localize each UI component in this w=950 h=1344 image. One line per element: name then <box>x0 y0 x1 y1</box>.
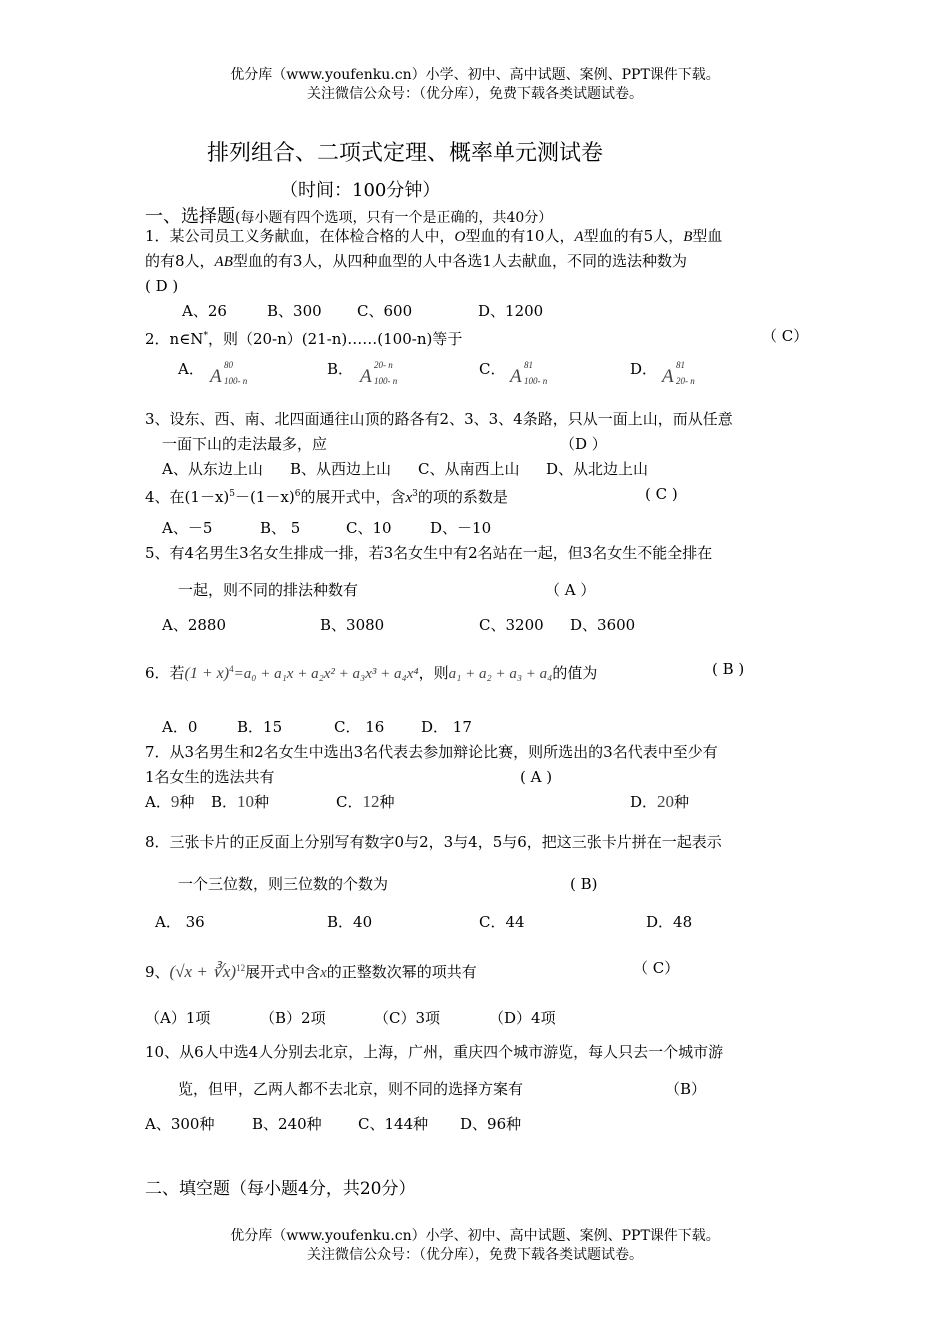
q9-option-a: （A）1项 <box>145 1009 211 1027</box>
q2-label-b: B． <box>327 360 354 378</box>
q1-line-2: 的有8人，AB型血的有3人，从四种血型的人中各选1人去献血，不同的选法种数为 <box>145 252 687 270</box>
q10-line-2: 览，但甲，乙两人都不去北京，则不同的选择方案有 <box>178 1080 524 1098</box>
q1-option-d: D、1200 <box>478 302 544 320</box>
q8-option-d: D．48 <box>646 913 693 931</box>
q3-line-1: 3、设东、西、南、北四面通往山顶的路各有2、3、3、4条路，只从一面上山，而从任意 <box>145 410 733 428</box>
q6-stem: 6．若$(1 + x)^4=a_0 + a_1x + a_2x^2 + a_3x^3 + a_4x^4$，则a₁ + a₂ + a₃ + a₄的值为 <box>145 664 598 682</box>
q10-answer: （B） <box>665 1080 707 1098</box>
q2-option-b: A 20- n 100- n <box>360 360 398 387</box>
q10-option-a: A、300种 <box>145 1115 215 1133</box>
q7-option-b: B．10种 <box>211 792 270 811</box>
q9-option-b: （B）2项 <box>260 1009 326 1027</box>
q2-label-c: C． <box>479 360 506 378</box>
section-2-heading: 二、填空题（每小题4分，共20分） <box>145 1179 416 1199</box>
q9-stem: 9、(√x + ∛x)$^{12}$展开式中含x的正整数次幂的项共有 <box>145 962 477 981</box>
q1-option-c: C、600 <box>357 302 413 320</box>
q3-line-2: 一面下山的走法最多，应 <box>162 435 328 453</box>
q3-answer: （D ） <box>560 435 607 453</box>
q2-label-a: A． <box>178 360 204 378</box>
q6-answer: ( B ) <box>712 660 745 678</box>
q4-option-b: B、 5 <box>260 519 301 537</box>
q1-option-b: B、300 <box>267 302 322 320</box>
q4-option-a: A、－5 <box>162 519 213 537</box>
q4-option-c: C、10 <box>346 519 392 537</box>
q7-line-1: 7．从3名男生和2名女生中选出3名代表去参加辩论比赛，则所选出的3名代表中至少有 <box>145 743 718 761</box>
q2-label-d: D． <box>630 360 658 378</box>
q9-option-d: （D）4项 <box>489 1009 556 1027</box>
q5-option-a: A、2880 <box>162 616 227 634</box>
q1-answer: ( D ) <box>145 277 179 295</box>
q1-option-a: A、26 <box>182 302 227 320</box>
q8-line-2: 一个三位数，则三位数的个数为 <box>178 875 389 893</box>
q3-option-b: B、从西边上山 <box>290 460 392 478</box>
header-line-1: 优分库（www.youfenku.cn）小学、初中、高中试题、案例、PPT课件下载。 <box>230 67 720 83</box>
q7-answer: ( A ) <box>520 768 553 786</box>
q4-stem: 4、在$(1-x)^5-(1-x)^6$的展开式中，含$x^3$的项的系数是 <box>145 488 508 506</box>
q9-answer: （ C） <box>633 959 680 977</box>
q7-option-d: D．20种 <box>630 792 690 811</box>
q5-answer: （ A ） <box>545 581 596 599</box>
q6-option-a: A．0 <box>162 718 198 736</box>
q6-option-c: C． 16 <box>334 718 385 736</box>
q6-option-d: D． 17 <box>421 718 472 736</box>
q2-option-a: A 80 100- n <box>210 360 248 387</box>
q7-option-a: A．9种 <box>145 792 195 811</box>
q2-option-d: A 81 20- n <box>662 360 695 387</box>
header-line-2: 关注微信公众号：（优分库），免费下载各类试题试卷。 <box>307 86 643 102</box>
q4-answer: ( C ) <box>645 485 678 503</box>
section-1-heading <box>145 202 552 228</box>
time-limit: （时间：100分钟） <box>280 180 441 201</box>
q9-option-c: （C）3项 <box>374 1009 441 1027</box>
q7-line-2: 1名女生的选法共有 <box>145 768 275 786</box>
q8-option-b: B．40 <box>327 913 373 931</box>
q8-answer: ( B) <box>570 875 598 893</box>
q5-option-b: B、3080 <box>320 616 385 634</box>
q5-option-d: D、3600 <box>570 616 636 634</box>
q3-option-d: D、从北边上山 <box>546 460 649 478</box>
q8-option-c: C．44 <box>479 913 525 931</box>
q2-stem: 2．n∈N*，则（20-n）(21-n)……(100-n)等于 <box>145 330 463 348</box>
q8-line-1: 8．三张卡片的正反面上分别写有数字0与2，3与4，5与6，把这三张卡片拼在一起表示 <box>145 833 722 851</box>
q2-answer: （ C） <box>762 327 809 345</box>
q6-option-b: B．15 <box>237 718 283 736</box>
q5-option-c: C、3200 <box>479 616 544 634</box>
q4-option-d: D、－10 <box>430 519 492 537</box>
q10-option-b: B、240种 <box>252 1115 322 1133</box>
footer-line-1: 优分库（www.youfenku.cn）小学、初中、高中试题、案例、PPT课件下载。 <box>230 1228 720 1244</box>
q2-option-c: A 81 100- n <box>510 360 548 387</box>
section-1-title: 一、选择题 <box>145 206 235 227</box>
q1-line-1: 1．某公司员工义务献血，在体检合格的人中，O型血的有10人，A型血的有5人，B型血 <box>145 227 723 245</box>
q10-line-1: 10、从6人中选4人分别去北京，上海，广州，重庆四个城市游览，每人只去一个城市游 <box>145 1043 724 1061</box>
footer-line-2: 关注微信公众号：（优分库），免费下载各类试题试卷。 <box>307 1247 643 1263</box>
page-title: 排列组合、二项式定理、概率单元测试卷 <box>207 141 604 166</box>
q10-option-d: D、96种 <box>460 1115 522 1133</box>
q10-option-c: C、144种 <box>358 1115 429 1133</box>
q8-option-a: A． 36 <box>155 913 205 931</box>
q3-option-a: A、从东边上山 <box>162 460 263 478</box>
q7-option-c: C．12种 <box>336 792 395 811</box>
q5-line-1: 5、有4名男生3名女生排成一排，若3名女生中有2名站在一起，但3名女生不能全排在 <box>145 544 713 562</box>
section-1-note: (每小题有四个选项，只有一个是正确的，共40分） <box>235 210 553 226</box>
q5-line-2: 一起，则不同的排法种数有 <box>178 581 359 599</box>
q3-option-c: C、从南西上山 <box>418 460 520 478</box>
